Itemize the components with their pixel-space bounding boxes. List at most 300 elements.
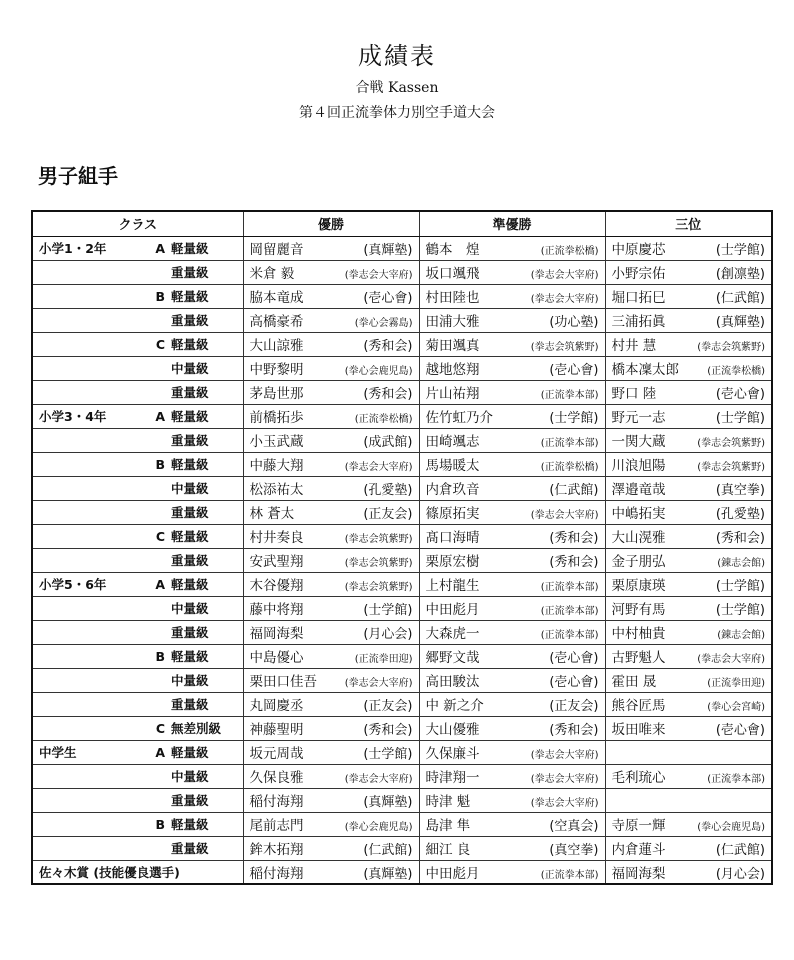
class-cell: [32, 644, 243, 668]
third-place-cell: [605, 284, 772, 308]
winner-dojo: (拳志会大宰府): [344, 678, 413, 689]
winner-cell: [243, 236, 419, 260]
winner-name: 木谷優翔: [249, 578, 304, 594]
winner-name: 村井奏良: [249, 530, 304, 546]
weight-class-label: 軽量級: [171, 241, 209, 256]
third-place-cell: [605, 692, 772, 716]
winner-name: 林 蒼太: [249, 506, 295, 522]
winner-name: 松添祐太: [249, 482, 304, 498]
weight-class-label: 重量級: [171, 841, 209, 856]
third-place-cell: [605, 404, 772, 428]
third-place-dojo: (秀和会): [715, 531, 765, 546]
runner-up-dojo: (拳志会筑紫野): [530, 342, 599, 353]
runner-up-name: 中 新之介: [425, 698, 484, 714]
table-body: [32, 236, 772, 884]
winner-dojo: (壱心會): [363, 291, 413, 306]
winner-name: 中島優心: [249, 650, 304, 666]
grade-label: 小学1・2年: [39, 241, 107, 256]
winner-cell: [243, 620, 419, 644]
third-place-cell: [605, 764, 772, 788]
runner-up-dojo: (壱心會): [549, 675, 599, 690]
weight-class-label: 軽量級: [171, 409, 209, 424]
third-place-cell: [605, 332, 772, 356]
table-row: [32, 332, 772, 356]
third-place-cell: [605, 308, 772, 332]
runner-up-dojo: (秀和会): [549, 723, 599, 738]
runner-up-cell: [419, 404, 605, 428]
winner-dojo: (士学館): [363, 747, 413, 762]
third-place-dojo: (月心会): [715, 866, 765, 882]
runner-up-dojo: (正友会): [549, 699, 599, 714]
winner-cell: [243, 524, 419, 548]
third-place-name: 福岡海梨: [611, 865, 666, 882]
runner-up-name: 越地悠翔: [425, 362, 480, 378]
winner-name: 神藤聖明: [249, 722, 304, 738]
class-cell: [32, 428, 243, 452]
runner-up-cell: [419, 836, 605, 860]
table-row: [32, 692, 772, 716]
winner-name: 安武聖翔: [249, 554, 304, 570]
runner-up-cell: [419, 692, 605, 716]
winner-dojo: (孔愛塾): [363, 483, 413, 498]
table-row: [32, 428, 772, 452]
grade-label: 小学5・6年: [39, 577, 107, 592]
class-cell: [32, 260, 243, 284]
third-place-cell: [605, 668, 772, 692]
runner-up-cell: [419, 260, 605, 284]
runner-up-dojo: (空真会): [549, 819, 599, 834]
class-cell: [32, 692, 243, 716]
table-row: [32, 572, 772, 596]
weight-class-label: 軽量級: [171, 337, 209, 352]
third-place-name: 河野有馬: [611, 602, 666, 618]
table-row: [32, 524, 772, 548]
class-cell: [32, 764, 243, 788]
table-row: [32, 500, 772, 524]
weight-class-label: 重量級: [171, 553, 209, 568]
runner-up-cell: [419, 764, 605, 788]
winner-name: 鉾木拓翔: [249, 842, 304, 858]
third-place-name: 三浦拓眞: [611, 314, 666, 330]
class-cell: [32, 596, 243, 620]
table-row: [32, 644, 772, 668]
weight-class-label: 軽量級: [171, 529, 209, 544]
winner-cell: [243, 716, 419, 740]
winner-name: 高橋豪希: [249, 314, 304, 330]
winner-dojo: (真輝塾): [363, 243, 413, 258]
table-row: [32, 356, 772, 380]
winner-dojo: (拳心会鹿児島): [344, 822, 413, 833]
weight-class-label: 無差別級: [171, 721, 222, 736]
third-place-cell: [605, 524, 772, 548]
third-place-dojo: (真輝塾): [715, 315, 765, 330]
winner-cell: [243, 500, 419, 524]
runner-up-cell: [419, 332, 605, 356]
winner-dojo: (拳志会筑紫野): [344, 534, 413, 545]
winner-cell: [243, 860, 419, 884]
runner-up-name: 坂口颯飛: [425, 266, 480, 282]
winner-cell: [243, 812, 419, 836]
winner-cell: [243, 764, 419, 788]
class-cell: [32, 524, 243, 548]
runner-up-dojo: (拳志会大宰府): [530, 294, 599, 305]
third-place-dojo: (壱心會): [715, 387, 765, 402]
division-label: C: [155, 720, 165, 736]
runner-up-name: 時津翔一: [425, 770, 480, 786]
weight-class-label: 軽量級: [171, 649, 209, 664]
runner-up-cell: [419, 788, 605, 812]
table-row: [32, 788, 772, 812]
class-cell: [32, 740, 243, 764]
runner-up-cell: [419, 812, 605, 836]
class-cell: [32, 356, 243, 380]
class-cell: [32, 284, 243, 308]
third-place-dojo: (拳志会筑紫野): [697, 438, 765, 449]
winner-dojo: (正流拳田迎): [354, 654, 413, 665]
runner-up-name: 髙口海晴: [425, 530, 480, 546]
results-table: [31, 210, 773, 885]
third-place-cell: [605, 812, 772, 836]
third-place-dojo: (正流拳田迎): [707, 678, 765, 689]
winner-name: 坂元周哉: [249, 746, 304, 762]
winner-name: 栗田口佳吾: [249, 674, 317, 690]
third-place-dojo: (正流拳本部): [707, 774, 765, 785]
runner-up-name: 久保廉斗: [425, 746, 480, 762]
winner-cell: [243, 692, 419, 716]
third-place-dojo: (仁武館): [715, 291, 765, 306]
winner-cell: [243, 284, 419, 308]
weight-class-label: 軽量級: [171, 745, 209, 760]
column-header-runner-up: 準優勝: [419, 211, 605, 236]
runner-up-dojo: (仁武館): [549, 483, 599, 498]
third-place-dojo: (錬志会館): [717, 558, 765, 569]
third-place-name: 澤邉竜哉: [611, 482, 666, 498]
third-place-cell: [605, 356, 772, 380]
weight-class-label: 中量級: [171, 361, 209, 376]
weight-class-label: 重量級: [171, 433, 209, 448]
class-cell: [32, 380, 243, 404]
winner-cell: [243, 428, 419, 452]
winner-name: 尾前志門: [249, 818, 304, 834]
winner-name: 稲付海翔: [249, 794, 304, 810]
winner-dojo: (秀和会): [363, 387, 413, 402]
runner-up-dojo: (正流拳本部): [540, 630, 599, 641]
section-title: 男子組手: [38, 164, 118, 188]
weight-class-label: 中量級: [171, 673, 209, 688]
table-row: [32, 740, 772, 764]
third-place-name: 堀口拓巳: [611, 290, 666, 306]
runner-up-cell: [419, 356, 605, 380]
third-place-name: 村井 慧: [611, 338, 657, 354]
winner-name: 丸岡慶丞: [249, 698, 304, 714]
third-place-cell: [605, 596, 772, 620]
third-place-name: 内倉蓮斗: [611, 842, 666, 858]
runner-up-dojo: (壱心會): [549, 651, 599, 666]
winner-dojo: (拳志会筑紫野): [344, 558, 413, 569]
third-place-dojo: (真空拳): [715, 483, 765, 498]
third-place-dojo: (士学館): [715, 579, 765, 594]
table-row: [32, 812, 772, 836]
winner-cell: [243, 404, 419, 428]
winner-dojo: (拳志会大宰府): [344, 270, 413, 281]
table-row: [32, 476, 772, 500]
third-place-cell: [605, 860, 772, 884]
third-place-name: 古野魁人: [611, 650, 666, 666]
class-cell: [32, 404, 243, 428]
winner-name: 久保良雅: [249, 770, 304, 786]
runner-up-cell: [419, 596, 605, 620]
winner-dojo: (拳志会大宰府): [344, 462, 413, 473]
table-row: [32, 860, 772, 884]
runner-up-cell: [419, 428, 605, 452]
winner-dojo: (拳心会鹿児島): [344, 366, 413, 377]
runner-up-cell: [419, 572, 605, 596]
runner-up-name: 村田陸也: [425, 290, 480, 306]
third-place-name: 大山滉雅: [611, 530, 666, 546]
runner-up-cell: [419, 380, 605, 404]
third-place-cell: [605, 788, 772, 812]
winner-name: 中藤大翔: [249, 458, 304, 474]
winner-cell: [243, 596, 419, 620]
table-row: [32, 452, 772, 476]
winner-cell: [243, 452, 419, 476]
winner-name: 藤中将翔: [249, 602, 304, 618]
runner-up-cell: [419, 620, 605, 644]
runner-up-dojo: (功心塾): [549, 315, 599, 330]
runner-up-cell: [419, 668, 605, 692]
weight-class-label: 軽量級: [171, 289, 209, 304]
runner-up-name: 上村龍生: [425, 578, 480, 594]
third-place-cell: [605, 836, 772, 860]
winner-dojo: (正友会): [363, 507, 413, 522]
runner-up-name: 大山優雅: [425, 722, 480, 738]
runner-up-dojo: (拳志会大宰府): [530, 750, 599, 761]
third-place-dojo: (創凛塾): [715, 267, 765, 282]
third-place-name: 坂田唯来: [611, 722, 666, 738]
third-place-cell: [605, 476, 772, 500]
runner-up-dojo: (正流拳本部): [540, 390, 599, 401]
winner-dojo: (成武館): [363, 435, 413, 450]
runner-up-cell: [419, 476, 605, 500]
runner-up-dojo: (正流拳本部): [540, 869, 599, 881]
table-row: [32, 668, 772, 692]
table-row: [32, 596, 772, 620]
runner-up-name: 馬場暖太: [425, 458, 480, 474]
third-place-cell: [605, 428, 772, 452]
runner-up-cell: [419, 716, 605, 740]
column-header-third: 三位: [605, 211, 772, 236]
runner-up-cell: [419, 524, 605, 548]
third-place-dojo: (孔愛塾): [715, 507, 765, 522]
third-place-dojo: (壱心會): [715, 723, 765, 738]
class-cell: [32, 620, 243, 644]
grade-label: 中学生: [39, 745, 77, 760]
runner-up-name: 高田駿汰: [425, 674, 480, 690]
class-cell: [32, 788, 243, 812]
runner-up-cell: [419, 452, 605, 476]
division-label: A: [155, 744, 165, 760]
third-place-cell: [605, 644, 772, 668]
third-place-name: 金子朋弘: [611, 554, 666, 570]
class-cell: [32, 332, 243, 356]
winner-name: 大山諒雅: [249, 338, 304, 354]
runner-up-cell: [419, 308, 605, 332]
third-place-name: 毛利琉心: [611, 770, 666, 786]
third-place-cell: [605, 572, 772, 596]
column-header-class: クラス: [32, 211, 243, 236]
weight-class-label: 軽量級: [171, 577, 209, 592]
third-place-dojo: (拳志会筑紫野): [697, 462, 765, 473]
third-place-name: 川浪旭陽: [611, 458, 666, 474]
class-cell: [32, 572, 243, 596]
runner-up-name: 篠原拓実: [425, 506, 480, 522]
runner-up-dojo: (正流拳本部): [540, 582, 599, 593]
runner-up-cell: [419, 500, 605, 524]
weight-class-label: 重量級: [171, 697, 209, 712]
runner-up-name: 田崎颯志: [425, 434, 480, 450]
runner-up-dojo: (拳志会大宰府): [530, 510, 599, 521]
table-row: [32, 620, 772, 644]
runner-up-name: 内倉玖音: [425, 482, 480, 498]
runner-up-dojo: (秀和会): [549, 531, 599, 546]
winner-dojo: (拳志会筑紫野): [344, 582, 413, 593]
winner-cell: [243, 572, 419, 596]
table-row: [32, 404, 772, 428]
winner-cell: [243, 356, 419, 380]
third-place-cell: [605, 740, 772, 764]
runner-up-name: 中田彪月: [425, 602, 480, 618]
runner-up-name: 片山祐翔: [425, 386, 480, 402]
table-header-row: [32, 211, 772, 236]
runner-up-name: 鶴本 煌: [425, 242, 480, 258]
runner-up-name: 栗原宏樹: [425, 554, 480, 570]
third-place-cell: [605, 236, 772, 260]
third-place-dojo: (士学館): [715, 243, 765, 258]
winner-cell: [243, 476, 419, 500]
runner-up-cell: [419, 236, 605, 260]
column-header-winner: 優勝: [243, 211, 419, 236]
table-row: [32, 260, 772, 284]
winner-dojo: (秀和会): [363, 339, 413, 354]
winner-dojo: (士学館): [363, 603, 413, 618]
table-row: [32, 308, 772, 332]
winner-cell: [243, 308, 419, 332]
winner-dojo: (拳志会大宰府): [344, 774, 413, 785]
runner-up-name: 菊田颯真: [425, 338, 480, 354]
class-cell: [32, 308, 243, 332]
weight-class-label: 軽量級: [171, 457, 209, 472]
winner-name: 福岡海梨: [249, 626, 304, 642]
table-row: [32, 764, 772, 788]
class-cell: [32, 452, 243, 476]
runner-up-name: 細江 良: [425, 842, 471, 858]
winner-name: 米倉 毅: [249, 266, 295, 282]
winner-cell: [243, 788, 419, 812]
winner-cell: [243, 836, 419, 860]
third-place-name: 中村柚貴: [611, 626, 666, 642]
third-place-dojo: (拳心会鹿児島): [697, 822, 765, 833]
runner-up-name: 大森虎一: [425, 626, 480, 642]
runner-up-name: 島津 隼: [425, 818, 471, 834]
weight-class-label: 重量級: [171, 385, 209, 400]
third-place-dojo: (拳志会大宰府): [697, 654, 765, 665]
third-place-cell: [605, 260, 772, 284]
runner-up-dojo: (壱心會): [549, 363, 599, 378]
table-row: [32, 236, 772, 260]
runner-up-dojo: (正流拳松橋): [540, 462, 599, 473]
third-place-name: 橋本凜太郎: [611, 362, 679, 378]
runner-up-cell: [419, 644, 605, 668]
division-label: A: [155, 408, 165, 424]
division-label: C: [155, 336, 165, 352]
third-place-name: 熊谷匠馬: [611, 698, 666, 714]
third-place-cell: [605, 380, 772, 404]
third-place-cell: [605, 548, 772, 572]
winner-cell: [243, 644, 419, 668]
winner-dojo: (正友会): [363, 699, 413, 714]
winner-name: 岡留麗音: [249, 242, 304, 258]
third-place-name: 寺原一輝: [611, 818, 666, 834]
table-row: [32, 548, 772, 572]
winner-dojo: (正流拳松橋): [354, 414, 413, 425]
table-row: [32, 716, 772, 740]
third-place-name: 一関大蔵: [611, 434, 666, 450]
winner-dojo: (月心会): [363, 627, 413, 642]
class-cell: [32, 668, 243, 692]
third-place-dojo: (士学館): [715, 603, 765, 618]
third-place-name: 中原慶芯: [611, 242, 666, 258]
division-label: A: [155, 576, 165, 592]
division-label: B: [155, 816, 165, 832]
division-label: B: [155, 648, 165, 664]
weight-class-label: 中量級: [171, 769, 209, 784]
winner-cell: [243, 668, 419, 692]
winner-name: 前橋拓歩: [249, 410, 304, 426]
weight-class-label: 重量級: [171, 313, 209, 328]
runner-up-dojo: (拳志会大宰府): [530, 774, 599, 785]
runner-up-dojo: (正流拳本部): [540, 606, 599, 617]
third-place-name: 栗原康瑛: [611, 578, 666, 594]
winner-name: 茅島世那: [249, 386, 304, 402]
class-cell: [32, 812, 243, 836]
third-place-name: 小野宗佑: [611, 266, 666, 282]
winner-dojo: (真輝塾): [363, 866, 413, 882]
table-row: [32, 380, 772, 404]
third-place-name: 野口 陸: [611, 386, 657, 402]
class-cell: [32, 716, 243, 740]
runner-up-dojo: (拳志会大宰府): [530, 798, 599, 809]
third-place-dojo: (錬志会館): [717, 630, 765, 641]
winner-cell: [243, 332, 419, 356]
special-award-label: 佐々木賞 (技能優良選手): [39, 864, 180, 880]
weight-class-label: 中量級: [171, 601, 209, 616]
runner-up-name: 時津 魁: [425, 794, 471, 810]
class-cell: [32, 236, 243, 260]
winner-cell: [243, 260, 419, 284]
division-label: A: [155, 240, 165, 256]
table-row: [32, 836, 772, 860]
third-place-cell: [605, 716, 772, 740]
weight-class-label: 重量級: [171, 265, 209, 280]
winner-dojo: (真輝塾): [363, 795, 413, 810]
weight-class-label: 重量級: [171, 625, 209, 640]
third-place-name: 中嶋拓実: [611, 506, 666, 522]
runner-up-cell: [419, 284, 605, 308]
grade-label: 小学3・4年: [39, 409, 107, 424]
third-place-dojo: (拳心会宮崎): [707, 702, 765, 713]
runner-up-dojo: (秀和会): [549, 555, 599, 570]
winner-cell: [243, 380, 419, 404]
